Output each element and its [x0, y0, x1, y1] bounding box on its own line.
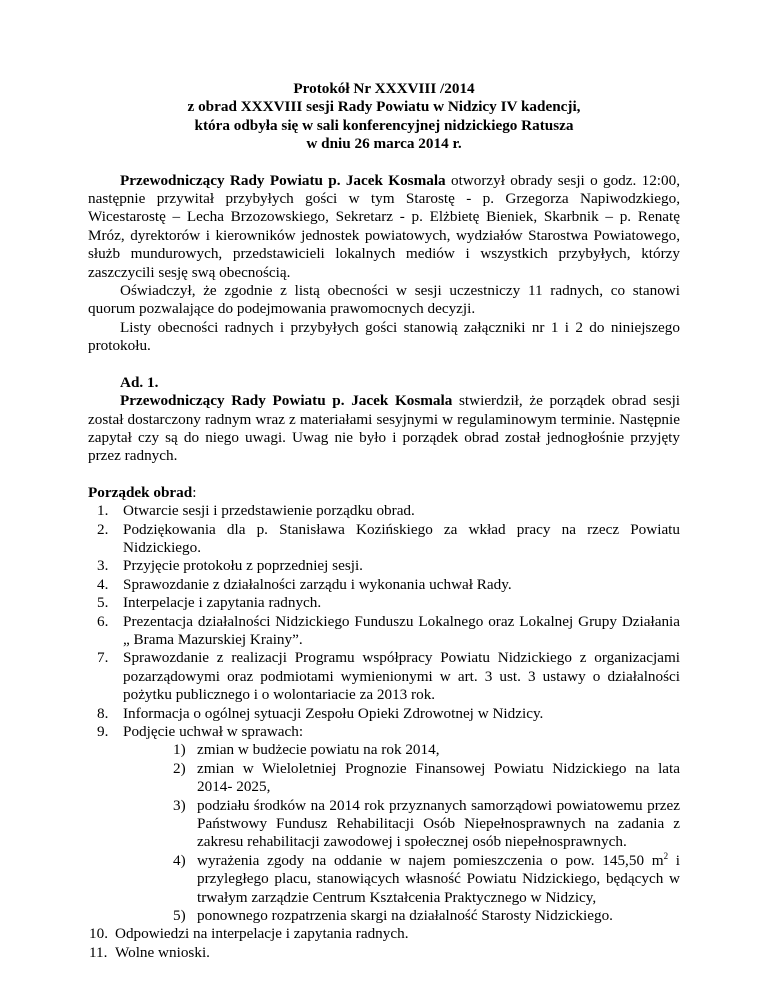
title-line-4: w dniu 26 marca 2014 r. — [306, 135, 462, 153]
list-item: 9. Podjęcie uchwał w sprawach: 1) zmian w budżecie powiatu na rok 2014, 2) zmian w Wieloletniej Prognozie Finansowej Powiatu Nidzickiego na lata 2014- 2025, 3) podziału środków na 2014 rok przyznanych samorządowi powiatowemu przez Państwowy Fundusz Rehabilitacji Osób Niepełnosprawnych na zadania z zakresu rehabilitacji zawodowej i społecznej osób niepełnosprawnych. 4) wyrażenia zgody na oddanie w najem pomieszczenia o pow. 145,50 $m^2$ i przyległego placu, stanowiących własność Powiatu Nidzickiego, będących w trwałym zarządzie Centrum Kształcenia Praktycznego w Nidzicy, 5) ponownego rozpatrzenia skargi na działalność Starosty Nidzickiego. — [97, 723, 680, 925]
title-line-3: która odbyła się w sali konferencyjnej nidzickiego Ratusza — [194, 116, 574, 134]
list-item: 5. Interpelacje i zapytania radnych. — [97, 594, 322, 612]
list-item: 6. Prezentacja działalności Nidzickiego Funduszu Lokalnego oraz Lokalnej Grupy Działania „ Brama Mazurskiej Krainy”. — [97, 612, 680, 648]
chairman-name: Przewodniczący Rady Powiatu p. Jacek Kosmala — [120, 171, 446, 189]
list-item: 4. Sprawozdanie z działalności zarządu i wykonania uchwał Rady. — [97, 575, 512, 593]
ad1-text: stwierdził, że porządek obrad sesji został dostarczony radnym wraz z materiałami sesyjnymi w regulaminowym terminie. Następnie zapytał czy są do niego uwagi. Uwag nie było i porządek obrad został jednogłośnie przyjęty przez radnych. — [88, 392, 681, 465]
agenda-heading: Porządek obrad: — [88, 483, 197, 501]
list-item: 2. Podziękowania dla p. Stanisława Kozińskiego za wkład pracy na rzecz Powiatu Nidzickiego. — [97, 520, 680, 556]
resolution-sublist — [97, 741, 680, 925]
sublist-item: 2) zmian w Wieloletniej Prognozie Finansowej Powiatu Nidzickiego na lata 2014- 2025, — [173, 759, 680, 796]
list-item: 3. Przyjęcie protokołu z poprzedniej sesji. — [97, 557, 363, 575]
sublist-item: 1) zmian w budżecie powiatu na rok 2014, — [173, 741, 440, 759]
title-line-2: z obrad XXXVIII sesji Rady Powiatu w Nidzicy IV kadencji, — [187, 98, 581, 116]
ad1-label: Ad. 1. — [120, 373, 159, 391]
protocol-title — [88, 80, 680, 154]
sublist-item: 4) wyrażenia zgody na oddanie w najem pomieszczenia o pow. 145,50 $m^2$ i przyległego placu, stanowiących własność Powiatu Nidzickiego, będących w trwałym zarządzie Centrum Kształcenia Praktycznego w Nidzicy, — [173, 850, 680, 906]
title-line-1: Protokół Nr XXXVIII /2014 — [293, 80, 475, 97]
sublist-item: 3) podziału środków na 2014 rok przyznanych samorządowi powiatowemu przez Państwowy Fundusz Rehabilitacji Osób Niepełnosprawnych na zadania z zakresu rehabilitacji zawodowej i społecznej osób niepełnosprawnych. — [173, 796, 680, 851]
intro-paragraph-3: Listy obecności radnych i przybyłych gości stanowią załączniki nr 1 i 2 do niniejszego protokołu. — [88, 318, 680, 355]
sublist-item: 5) ponownego rozpatrzenia skargi na działalność Starosty Nidzickiego. — [173, 907, 613, 925]
list-item: 7. Sprawozdanie z realizacji Programu współpracy Powiatu Nidzickiego z organizacjami pozarządowymi oraz podmiotami wymienionymi w art. 3 ust. 3 ustawy o działalności pożytku publicznego i o wolontariacie za 2013 rok. — [97, 649, 680, 704]
list-item: 1. Otwarcie sesji i przedstawienie porządku obrad. — [97, 502, 415, 520]
intro-text-1: otworzył obrady sesji o godz. 12:00, następnie przywitał przybyłych gości w tym Starostę - p. Grzegorza Napiwodzkiego, Wicestarostę – Lecha Brzozowskiego, Sekretarz - p. Elżbietę Bieniek, Skarbnik – p. Renatę Mróz, dyrektorów i kierowników jednostek powiatowych, wydziałów Starostwa Powiatowego, służb mundurowych, przedstawicieli lokalnych mediów i wszystkich przybyłych, którzy zaszczycili sesję swą obecnością. — [88, 171, 681, 281]
intro-paragraph-1 — [88, 172, 680, 282]
list-item: 8. Informacja o ogólnej sytuacji Zespołu Opieki Zdrowotnej w Nidzicy. — [97, 704, 544, 722]
list-item: 10. Odpowiedzi na interpelacje i zapytania radnych. — [89, 925, 409, 943]
chairman-name: Przewodniczący Rady Powiatu p. Jacek Kosmala — [120, 392, 453, 410]
agenda-list — [88, 502, 680, 962]
ad1-paragraph — [88, 392, 680, 466]
list-item: 11. Wolne wnioski. — [89, 943, 210, 961]
intro-paragraph-2: Oświadczył, że zgodnie z listą obecności w sesji uczestniczy 11 radnych, co stanowi quorum pozwalające do podejmowania prawomocnych decyzji. — [88, 282, 680, 318]
